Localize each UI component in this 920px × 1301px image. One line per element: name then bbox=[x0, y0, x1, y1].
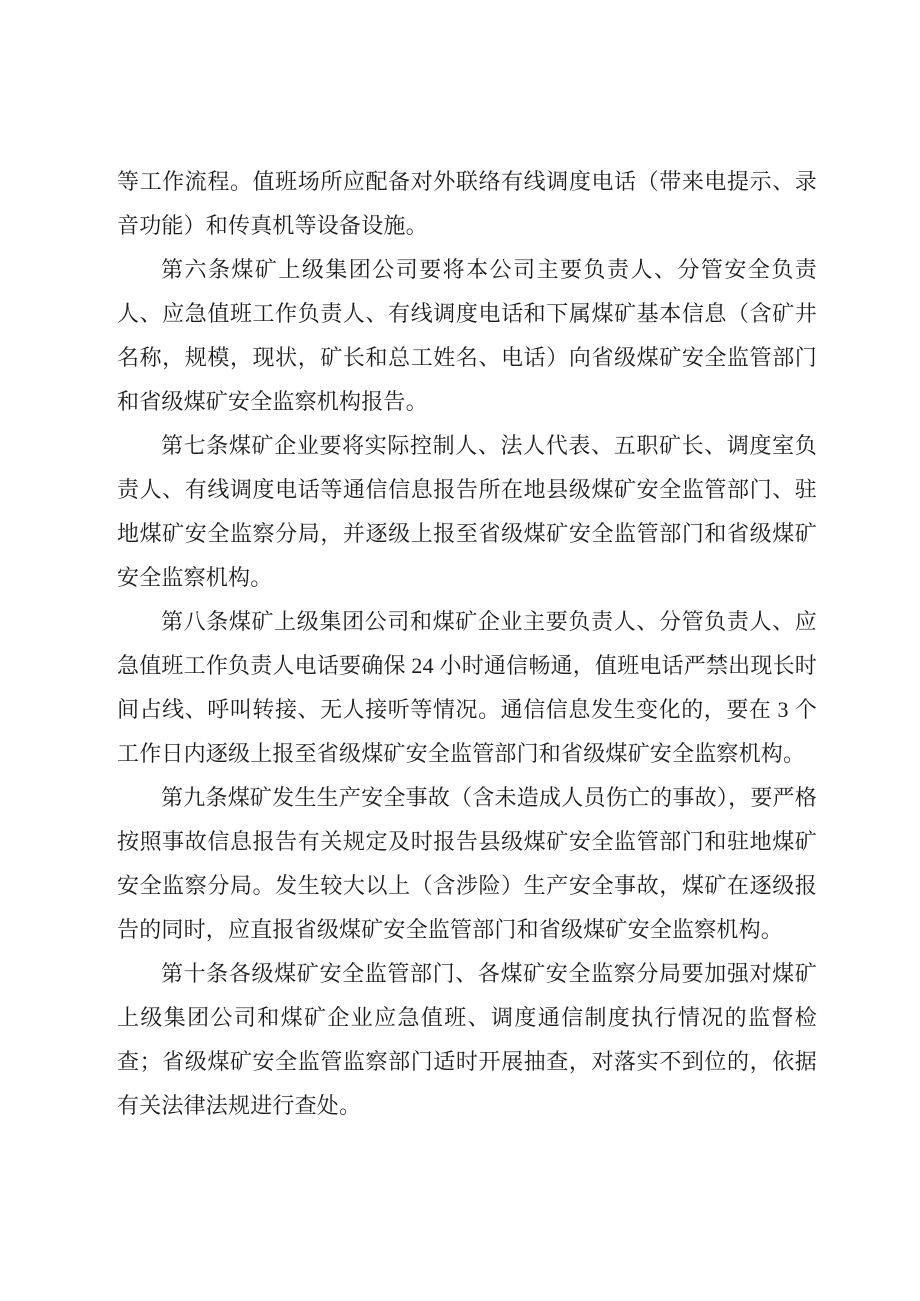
paragraph-article-10: 第十条各级煤矿安全监管部门、各煤矿安全监察分局要加强对煤矿上级集团公司和煤矿企业应急值班、调度通信制度执行情况的监督检查；省级煤矿安全监管监察部门适时开展抽查，对落实不到位的，依据有关法律法规进行查处。 bbox=[117, 961, 817, 1118]
document-text-block bbox=[117, 160, 817, 1128]
paragraph-article-8: 第八条煤矿上级集团公司和煤矿企业主要负责人、分管负责人、应急值班工作负责人电话要确保 24 小时通信畅通，值班电话严禁出现长时间占线、呼叫转接、无人接听等情况。通信信息发生变化的，要在 3 个工作日内逐级上报至省级煤矿安全监管部门和省级煤矿安全监察机构。 bbox=[117, 609, 817, 766]
paragraph-continuation: 等工作流程。值班场所应配备对外联络有线调度电话（带来电提示、录音功能）和传真机等设备设施。 bbox=[117, 169, 817, 238]
paragraph-article-6: 第六条煤矿上级集团公司要将本公司主要负责人、分管安全负责人、应急值班工作负责人、有线调度电话和下属煤矿基本信息（含矿井名称，规模，现状，矿长和总工姓名、电话）向省级煤矿安全监管部门和省级煤矿安全监察机构报告。 bbox=[117, 257, 817, 414]
paragraph-article-7: 第七条煤矿企业要将实际控制人、法人代表、五职矿长、调度室负责人、有线调度电话等通信信息报告所在地县级煤矿安全监管部门、驻地煤矿安全监察分局，并逐级上报至省级煤矿安全监管部门和省级煤矿安全监察机构。 bbox=[117, 433, 817, 590]
paragraph-article-9: 第九条煤矿发生生产安全事故（含未造成人员伤亡的事故），要严格按照事故信息报告有关规定及时报告县级煤矿安全监管部门和驻地煤矿安全监察分局。发生较大以上（含涉险）生产安全事故，煤矿在逐级报告的同时，应直报省级煤矿安全监管部门和省级煤矿安全监察机构。 bbox=[117, 785, 817, 942]
